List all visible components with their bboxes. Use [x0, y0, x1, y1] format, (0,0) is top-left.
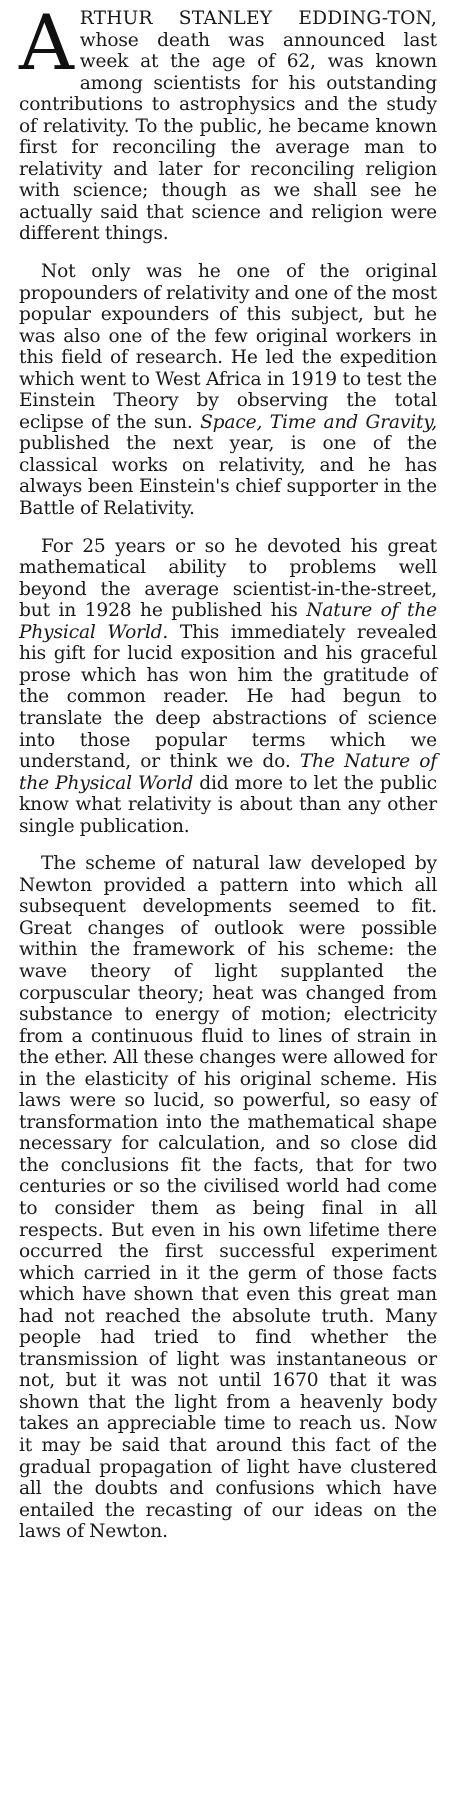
paragraph-3-text-a: For 25 years or so he devoted his great mathematical ability to problems well beyond the average scientist-in-the-street, but in 1928 he published his: [19, 535, 437, 622]
paragraph-1-text: whose death was announced last week at the age of 62, was known among scientists for his outstanding contributions to astrophysics and the study of relativity. To the public, he became known first for reconciling the average man to relativity and later for reconciling religion with science; though as we shall see he actually said that science and religion were different things.: [19, 29, 437, 245]
paragraph-gap: [19, 245, 437, 261]
paragraph-1: [19, 0, 437, 245]
paragraph-3-text-b: This immediately revealed his gift for lucid exposition and his graceful prose which has won him the gratitude of the common reader. He had begun to translate the deep abstractions of science into those popular terms which we understand, or think we do.: [19, 621, 437, 773]
lead-in-caps: RTHUR STANLEY EDDING-TON,: [79, 8, 437, 29]
article-column: [19, 0, 438, 1543]
paragraph-2: [19, 261, 437, 520]
drop-cap: A: [19, 0, 74, 87]
book-title-space-time-gravity: Space, Time and Gravity,: [200, 411, 437, 433]
paragraph-2-text-a: Not only was he one of the original propounders of relativity and one of the most popular expounders of this subject, but he was also one of the few original workers in this field of research. He led the expedition which went to West Africa in 1919 to test the Einstein Theory by observing the total eclipse of the sun.: [19, 261, 437, 433]
paragraph-4: The scheme of natural law developed by Newton provided a pattern into which all subsequent developments seemed to fit. Great changes of outlook were possible within the framework of his scheme: the wave theory of light supplanted the corpuscular theory; heat was changed from substance to energy of motion; electricity from a continuous fluid to lines of strain in the ether. All these changes were allowed for in the elasticity of his original scheme. His laws were so lucid, so powerful, so easy of transformation into the mathematical shape necessary for calculation, and so close did the conclusions fit the facts, that for two centuries or so the civilised world had come to consider them as being final in all respects. But even in his own lifetime there occurred the first successful experiment which carried in it the germ of those facts which have shown that even this great man had not reached the absolute truth. Many people had tried to find whether the transmission of light was instantaneous or not, but it was not until 1670 that it was shown that the light from a heavenly body takes an appreciable time to reach us. Now it may be said that around this fact of the gradual propagation of light have clustered all the doubts and confusions which have entailed the recasting of our ideas on the laws of Newton.: [19, 853, 437, 1543]
paragraph-3: [19, 536, 437, 838]
paragraph-2-text-b: published the next year, is one of the classical works on relativity, and he has always been Einstein's chief supporter in the Battle of Relativity.: [19, 433, 437, 520]
paragraph-3-text-c: did more to let the public know what relativity is about than any other single publication.: [19, 772, 438, 837]
paragraph-gap: [19, 520, 437, 536]
book-title-nature-physical-world-2: The Nature of the Physical World: [19, 751, 437, 794]
book-title-nature-physical-world: Nature of the Physical World.: [19, 600, 438, 643]
paragraph-gap: [19, 837, 437, 853]
